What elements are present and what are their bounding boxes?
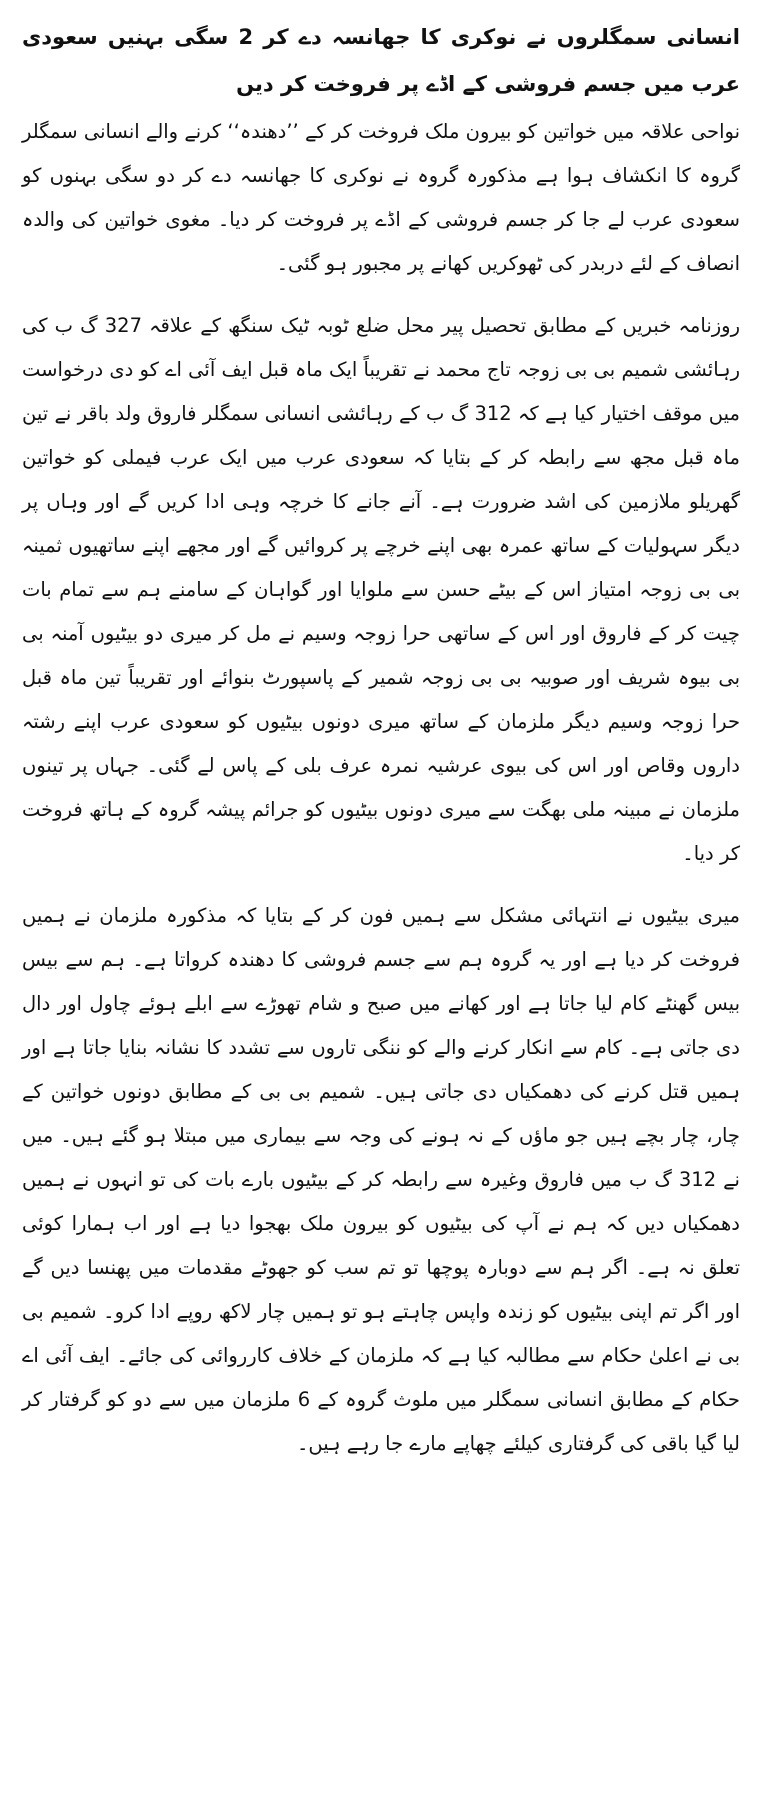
article-paragraph-1: نواحی علاقہ میں خواتین کو بیرون ملک فروخت کر کے ’’دھندہ‘‘ کرنے والے انسانی سمگلر گروہ کا انکشاف ہوا ہے مذکورہ گروہ نے نوکری کا جھانسہ دے کر دو سگی بہنوں کو سعودی عرب لے جا کر جسم فروشی کے اڈے پر فروخت کر دیا۔ مغوی خواتین کی والدہ انصاف کے لئے دربدر کی ٹھوکریں کھانے پر مجبور ہو گئی۔ — [22, 120, 740, 275]
article-paragraph-3: میری بیٹیوں نے انتہائی مشکل سے ہمیں فون کر کے بتایا کہ مذکورہ ملزمان نے ہمیں فروخت کر دیا ہے اور یہ گروہ ہم سے جسم فروشی کا دھندہ کرواتا ہے۔ ہم سے بیس بیس گھنٹے کام لیا جاتا ہے اور کھانے میں صبح و شام تھوڑے سے ابلے ہوئے چاول اور دال دی جاتی ہے۔ کام سے انکار کرنے والے کو ننگی تاروں سے تشدد کا نشانہ بنایا جاتا ہے اور ہمیں قتل کرنے کی دھمکیاں دی جاتی ہیں۔ شمیم بی بی کے مطابق دونوں خواتین کے چار، چار بچے ہیں جو ماؤں کے نہ ہونے کی وجہ سے بیماری میں مبتلا ہو گئے ہیں۔ میں نے 312 گ ب میں فاروق وغیرہ سے رابطہ کر کے بیٹیوں بارے بات کی تو انہوں نے ہمیں دھمکیاں دیں کہ ہم نے آپ کی بیٹیوں کو بیرون ملک بھجوا دیا ہے اور اب ہمارا کوئی تعلق نہ ہے۔ اگر ہم سے دوبارہ پوچھا تو تم سب کو جھوٹے مقدمات میں پھنسا دیں گے اور اگر تم اپنی بیٹیوں کو زندہ واپس چاہتے ہو تو ہمیں چار لاکھ روپے ادا کرو۔ شمیم بی بی نے اعلیٰ حکام سے مطالبہ کیا ہے کہ ملزمان کے خلاف کارروائی کی جائے۔ ایف آئی اے حکام کے مطابق انسانی سمگلر میں ملوث گروہ کے 6 ملزمان میں سے دو کو گرفتار کر لیا گیا باقی کی گرفتاری کیلئے چھاپے مارے جا رہے ہیں۔ — [22, 904, 740, 1455]
article-headline: انسانی سمگلروں نے نوکری کا جھانسہ دے کر 2 سگی بہنیں سعودی عرب میں جسم فروشی کے اڈے پر فروخت کر دیں — [22, 25, 740, 96]
article-paragraph-2: روزنامہ خبریں کے مطابق تحصیل پیر محل ضلع ٹوبہ ٹیک سنگھ کے علاقہ 327 گ ب کی رہائشی شمیم بی بی زوجہ تاج محمد نے تقریباً ایک ماہ قبل ایف آئی اے کو دی درخواست میں موقف اختیار کیا ہے کہ 312 گ ب کے رہائشی انسانی سمگلر فاروق ولد باقر نے تین ماہ قبل مجھ سے رابطہ کر کے بتایا کہ سعودی عرب میں ایک عرب فیملی کو خواتین گھریلو ملازمین کی اشد ضرورت ہے۔ آنے جانے کا خرچہ وہی ادا کریں گے اور وہاں پر دیگر سہولیات کے ساتھ عمرہ بھی اپنے خرچے پر کروائیں گے اور مجھے اپنے ساتھیوں ثمینہ بی بی زوجہ امتیاز اس کے بیٹے حسن سے ملوایا اور گواہان کے سامنے ہم سے تمام بات چیت کر کے فاروق اور اس کے ساتھی حرا زوجہ وسیم نے مل کر میری دو بیٹیوں آمنہ بی بی بیوہ شریف اور صوبیہ بی بی زوجہ شمیر کے پاسپورٹ بنوائے اور تقریباً تین ماہ قبل حرا زوجہ وسیم دیگر ملزمان کے ساتھ میری دونوں بیٹیوں کو سعودی عرب اپنے رشتہ داروں وقاص اور اس کی بیوی عرشیہ نمرہ عرف بلی کے پاس لے گئی۔ جہاں پر تینوں ملزمان نے مبینہ ملی بھگت سے میری دونوں بیٹیوں کو جرائم پیشہ گروہ کے ہاتھ فروخت کر دیا۔ — [22, 314, 740, 865]
